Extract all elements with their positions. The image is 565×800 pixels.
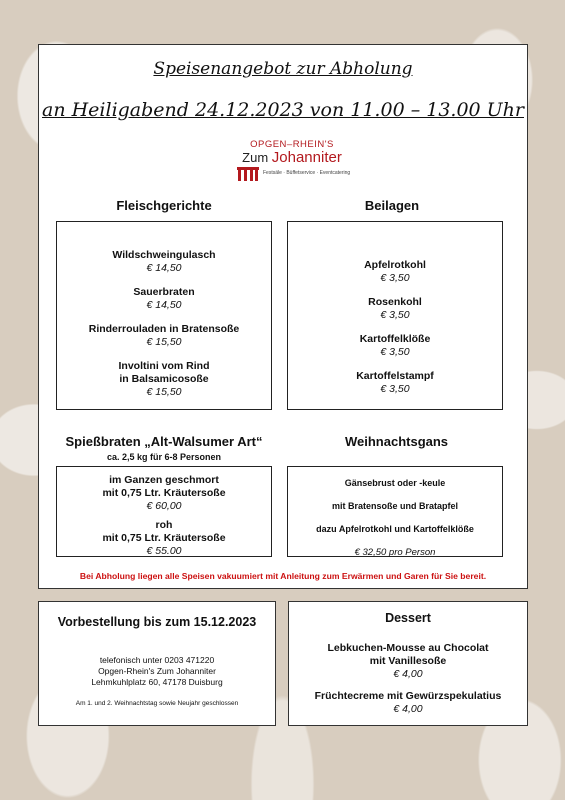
logo-name-b: Johanniter (271, 149, 342, 166)
logo-name (237, 150, 347, 165)
dessert-panel (288, 601, 528, 726)
header-line-1: Speisenangebot zur Abholung (153, 59, 413, 79)
gans-line-2: mit Bratensoße und Bratapfel (331, 501, 459, 511)
order-company: Opgen-Rhein's Zum Johanniter (98, 666, 216, 676)
order-closed: Am 1. und 2. Weihnachtstag sowie Neujahr geschlossen (75, 700, 239, 707)
dessert-title: Dessert (385, 611, 431, 625)
order-address: Lehmkuhlplatz 60, 47178 Duisburg (91, 677, 223, 687)
menu-item: Sauerbraten € 14,50 (133, 286, 195, 311)
order-panel (38, 601, 276, 726)
menu-item: Rinderrouladen in Bratensoße € 15,50 (88, 323, 240, 348)
menu-item: im Ganzen geschmort mit 0,75 Ltr. Kräutersoße € 60,00 (102, 474, 226, 512)
logo-tagline: Festsäle · Büffetservice · Eventcatering (263, 170, 351, 176)
spiess-subtitle: ca. 2,5 kg für 6-8 Personen (106, 452, 222, 462)
logo-top-text: OPGEN–RHEIN'S (250, 139, 334, 150)
beilagen-title: Beilagen (364, 198, 420, 213)
gans-line-3: dazu Apfelrotkohl und Kartoffelklöße (316, 524, 474, 534)
menu-item: Früchtecreme mit Gewürzspekulatius € 4,00 (314, 690, 502, 715)
menu-item: roh mit 0,75 Ltr. Kräutersoße € 55.00 (102, 519, 226, 557)
menu-item: Kartoffelklöße € 3,50 (359, 333, 431, 358)
menu-item: Lebkuchen-Mousse au Chocolat mit Vanillesoße € 4,00 (327, 642, 489, 680)
menu-item: Involtini vom Rind in Balsamicosoße € 15,50 (118, 360, 210, 398)
spiess-box (56, 466, 272, 557)
header-line-2: an Heiligabend 24.12.2023 von 11.00 – 13.00 Uhr (42, 99, 524, 121)
restaurant-logo (237, 139, 351, 185)
gans-price: € 32,50 pro Person (354, 547, 436, 558)
menu-item: Wildschweingulasch € 14,50 (112, 249, 216, 274)
spiess-title: Spießbraten „Alt-Walsumer Art“ (65, 434, 263, 449)
notice-text: Bei Abholung liegen alle Speisen vakuumiert mit Anleitung zum Erwärmen und Garen für Sie bereit. (79, 571, 487, 581)
fleisch-box (56, 221, 272, 410)
logo-name-a: Zum (242, 150, 272, 165)
gans-title: Weihnachtsgans (344, 434, 449, 449)
fleisch-title: Fleischgerichte (116, 198, 212, 213)
main-menu-panel (38, 44, 528, 589)
menu-item: Apfelrotkohl € 3,50 (364, 259, 426, 284)
logo-emblem-icon (237, 167, 259, 181)
menu-item: Kartoffelstampf € 3,50 (356, 370, 434, 395)
gans-line-1: Gänsebrust oder -keule (344, 478, 446, 488)
menu-item: Rosenkohl € 3,50 (368, 296, 422, 321)
beilagen-box (287, 221, 503, 410)
order-phone: telefonisch unter 0203 471220 (99, 655, 215, 665)
order-title: Vorbestellung bis zum 15.12.2023 (57, 615, 257, 629)
gans-box (287, 466, 503, 557)
